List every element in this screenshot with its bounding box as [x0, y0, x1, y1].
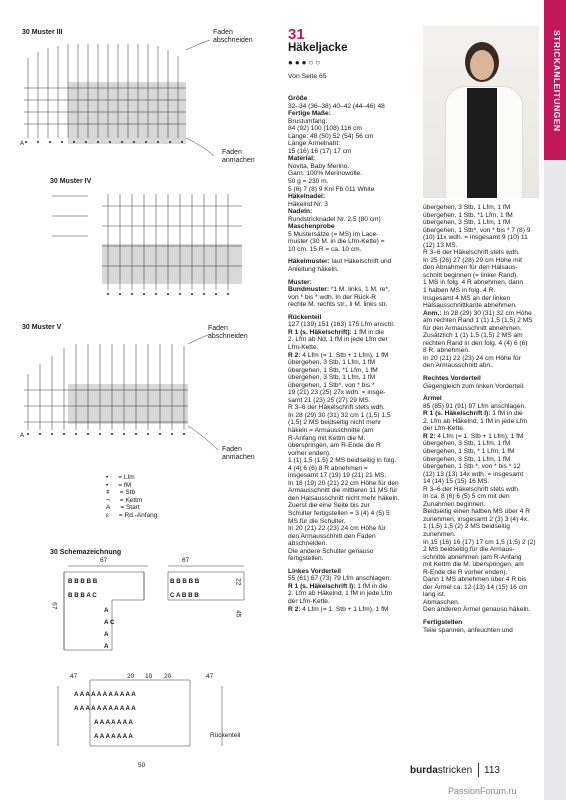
text-line: Brustumfang: [288, 117, 328, 125]
text-line: 4 (4) 6 (6) 8 R abnehmen = [288, 464, 368, 472]
text-line: In 20 (21) 22 (23) 24 cm Höhe für [423, 354, 521, 362]
svg-text:A: A [20, 141, 25, 147]
footer-brand: burdastricken [410, 765, 473, 776]
inline-text: In 28 (29) 30 (31) 32 cm Höhe [441, 309, 532, 317]
inline-text: 1 fM in die [351, 328, 385, 336]
model-photo [423, 26, 539, 198]
svg-text:A A A A A A A: A A A A A A A [94, 733, 133, 740]
inline-text: laut Häkelschrift und [329, 258, 392, 266]
text-line: 50 g = 230 m. [288, 178, 329, 186]
text-line: übergehen, 3 Stb, 1 Lfm, 1 fM [423, 204, 511, 211]
text-line [288, 258, 423, 266]
section-heading: Rückenteil [288, 313, 322, 321]
schema-left-67: 67 [50, 602, 58, 610]
schema-b-20a: 20 [127, 673, 135, 680]
svg-text:A: A [104, 631, 109, 638]
text-line: 1 MS in folg. 4 R abnehmen, dann [423, 279, 524, 287]
text-line: Lfm-Kette. [288, 343, 319, 351]
text-line [288, 352, 423, 360]
text-column-2 [423, 204, 545, 634]
text-line: Insgesamt 4 MS an der linken [423, 294, 511, 302]
text-line: den Halsausschnitt nicht mehr häkeln. [288, 494, 400, 502]
inline-text: 4 Lfm (= 1. Stb + 1 Lfm), 1 fM [435, 432, 524, 440]
text-line: (10) 11x wdh. = insgesamt 9 (10) 11 [423, 234, 528, 242]
text-line: fertigstellen. [288, 555, 324, 563]
text-line: den Abnahmen für den Halsaus- [423, 264, 518, 272]
legend-item: ǂ = Stb [106, 489, 136, 497]
text-line: 19 (21) 23 (25) 27x wdh. = insge- [288, 389, 386, 397]
text-line: Gegengleich zum linken Vorderteil. [423, 382, 525, 390]
legend-item: ε = Rd.-Anfang [106, 511, 158, 519]
section-heading: Häkelnadel: [288, 193, 326, 201]
text-line: Länge: 48 (50) 52 (54) 56 cm [288, 132, 374, 140]
text-line: Zunahmen beginnen. [423, 500, 486, 508]
text-line: übergehen, 1 Stb, *1 Lfm, 1 fM [288, 366, 378, 374]
inline-label: Anm.: [423, 309, 442, 317]
section-heading: Maschenprobe [288, 223, 335, 231]
svg-text:A A A A A A A A A A A: A A A A A A A A A A A [74, 705, 136, 712]
text-line: (1,5) 2 MS beidseitig nicht mehr [288, 419, 382, 427]
text-line: der Lfm-Kette. [288, 598, 330, 605]
text-line: Halsausschnittkante abnehmen. [423, 302, 517, 310]
schema-top-b: 67 [182, 557, 190, 564]
text-line: schnitt beginnen (= linker Rand). [423, 271, 519, 279]
text-line: 10 cm. 15 R = ca. 10 cm. [288, 245, 362, 253]
chart-muster-5 [18, 334, 218, 454]
text-line: In 28 (29) 30 (31) 32 cm 1 (1,5) 1,5 [288, 411, 391, 419]
text-line: 2. Lfm ab Häkelnd, 1 fM in jede Lfm [288, 590, 393, 598]
text-line: für den Armausschnitt abnehmen. [423, 324, 522, 332]
section-heading: Muster: [288, 278, 312, 286]
text-line: 55 (61) 67 (73) 79 Lfm anschlagen. [288, 575, 391, 583]
chart-5-faden-an: Faden anmachen [222, 446, 255, 461]
chart-muster-3-label: 30 Muster III [22, 29, 63, 36]
text-line: Beidseitig einen halben MS über 4 R [423, 508, 531, 516]
text-line: 32–34 (36–38) 40–42 (44–46) 48 [288, 102, 385, 110]
section-heading: Fertige Maße: [288, 110, 331, 118]
text-line: übergehen, 1 Stb, *1 Lfm, 1 fM [423, 211, 513, 219]
pattern-number: 31 [288, 26, 305, 43]
text-line: vorher enden). [288, 449, 331, 457]
text-line: schnitte abnehmen (am R-Anfang [423, 553, 522, 561]
schema-title: 30 Schemazeichnung [50, 549, 122, 556]
text-line [423, 410, 545, 418]
svg-text:B B B B B: B B B B B [170, 578, 200, 585]
text-line: Zuerst die eine Seite bis zur [288, 502, 370, 510]
text-line [423, 310, 545, 318]
text-line: 8 R. abnehmen. [423, 347, 470, 355]
text-line: Abmaschen. [423, 598, 460, 606]
text-line: 2. Lfm ab Häkelnd, 1 fM in jede Lfm [423, 417, 528, 425]
text-column-1 [288, 95, 423, 613]
chart-5-faden-ab: Faden abschneiden [208, 325, 248, 340]
inline-label: R 1 (s. Häkelschrift): [288, 328, 352, 336]
text-line: der Lfm-Kette. [423, 425, 465, 433]
svg-text:A C: A C [104, 619, 115, 626]
text-line: mit Kettm die M. überspringen, am [423, 561, 524, 569]
schema-b-20b: 20 [164, 673, 172, 680]
text-line: In 25 (26) 27 (28) 29 cm Höhe mit [423, 256, 522, 264]
text-line: In 15 (16) 16 (17) 17 cm 1,5 (1,5) 2 (2) [423, 538, 536, 546]
inline-text: 4 Lfm (= 1. Stb + 1 Lfm), 1 fM [300, 351, 389, 359]
text-line: 15 (16) 16 (17) 17 cm [288, 147, 352, 155]
schema-b-10: 10 [145, 673, 153, 680]
inline-label: R 1 (s. Häkelschrift I): [423, 410, 491, 418]
legend-item: • = fM [106, 481, 132, 489]
text-line: übergehen, 3 Stb, 1 Lfm, 1 fM [288, 359, 376, 367]
text-line: abschneiden. [288, 540, 328, 548]
svg-text:B B B B B: B B B B B [68, 578, 98, 585]
text-line: Häkelnd Nr. 3 [288, 200, 328, 208]
text-line: Zusätzlich 1 (1) 1,5 (1,5) 2 MS am [423, 332, 523, 340]
svg-text:A: A [20, 433, 25, 439]
text-line: von * bis * wdh. In der Rück-R [288, 293, 376, 301]
inline-text: 4 Lfm (= 1. Stb + 1 Lfm), 1 fM [300, 605, 389, 613]
page-number: 113 [484, 765, 500, 776]
text-line: häkeln = Armausschnitte (am [288, 426, 374, 434]
text-line: 5 (6) 7 (8) 9 Knl Fb 011 White [288, 185, 375, 193]
chart-muster-5-label: 30 Muster V [22, 324, 62, 331]
section-heading: Material: [288, 155, 316, 163]
text-line [288, 286, 423, 294]
text-line: Dann 1 MS abnehmen über 4 R bis [423, 576, 527, 584]
text-line: 2. Lfm ab Nd, 1 fM in jede Lfm der [288, 336, 388, 344]
svg-text:C A B B B: C A B B B [170, 592, 199, 599]
inline-text: 1 fM in die [355, 582, 388, 590]
watermark: PassionForum.ru [448, 786, 517, 796]
text-line: 1 (1,5) 1,5 (2) 2 MS beidseitig [423, 523, 510, 531]
text-line: Rundstricknadel Nr. 2,5 (80 cm) [288, 215, 381, 223]
text-line: lang ist. [423, 591, 446, 599]
text-line: übergehen, 3 Stb, 1 Lfm, 1 fM [423, 455, 511, 463]
text-line: R 3–6 der Häkelschrift stets wdh. [423, 249, 520, 257]
text-line: 14 (14) 15 (15) 16 MS. [423, 478, 490, 486]
text-line: In 18 (19) 20 (21) 22 cm Höhe für den [288, 479, 399, 487]
text-line: R-Ende die R vorher enden). [423, 568, 508, 576]
schema-b-47b: 47 [206, 673, 214, 680]
chart-muster-3 [18, 38, 218, 173]
schema-bottom-50: 50 [138, 762, 146, 769]
text-line: zunehmen. [423, 530, 456, 538]
inline-label: Bundmuster: [288, 286, 330, 294]
inline-text: *1 M. links, 1 M. re*, [329, 286, 390, 294]
section-heading: Größe [288, 95, 308, 102]
svg-text:A: A [104, 643, 109, 650]
text-line: Schulter fertigstellen = 3 (4) 4 (5) 5 [288, 509, 390, 517]
footer-divider [478, 763, 479, 777]
text-line: Den anderen Ärmel genauso häkeln. [423, 606, 531, 614]
inline-label: Häkelmuster: [288, 258, 330, 266]
inline-label: R 2: [423, 432, 436, 440]
text-line: übergehen, 1 Stb*, von * bis * [288, 381, 375, 389]
text-line: (12) 13 MS. [423, 241, 458, 249]
text-line: rechte M. rechts str., li M. links str. [288, 301, 388, 309]
text-line: R-Anfang mit Kettm die M. [288, 434, 366, 442]
section-heading: Fertigstellen [423, 618, 463, 626]
chart-muster-4 [48, 186, 248, 304]
schema-b-47a: 47 [70, 673, 78, 680]
text-line: übergehen, 3 Stb, 1 Lfm, 1 fM [423, 440, 511, 448]
text-line: muster (30 M. in die Lfm-Kette) = [288, 238, 385, 246]
text-line: 84 (92) 100 (108) 116 cm [288, 125, 362, 133]
text-line: rechten Rand in den folg. 4 (4) 6 (6) [423, 339, 528, 347]
section-heading: Nadeln: [288, 208, 313, 216]
text-line: am rechten Rand 1 (1) 1,5 (1,5) 2 MS [423, 317, 533, 325]
svg-text:A: A [104, 607, 109, 614]
text-line: zunehmen, insgesamt 2 (3) 3 (4) 4x. [423, 515, 529, 523]
text-line [423, 433, 545, 441]
legend-item: ¬ = Kettm [106, 496, 143, 504]
text-line: 127 (139) 151 (163) 175 Lfm anschl. [288, 321, 395, 329]
section-heading: Rechtes Vorderteil [423, 375, 481, 383]
schema-top-a: 67 [100, 557, 108, 564]
text-line: R 3–6 der Häkelschrift stets wdh. [288, 404, 385, 412]
section-heading: Linkes Vorderteil [288, 567, 342, 575]
text-line: übergehen, 1 Stb *, von * bis * 12 [423, 463, 521, 471]
text-line: Novita, Baby Merino. [288, 162, 350, 170]
text-line [288, 606, 423, 614]
text-line: den Armausschnitt abn.. [423, 362, 494, 370]
text-line: Garn: 100% Merinowolle. [288, 170, 363, 178]
section-heading: Ärmel [423, 395, 442, 403]
text-line: 5 Mustersätze (= MS) im Lace- [288, 230, 379, 238]
chart-3-faden-an: Faden anmachen [222, 149, 255, 164]
text-line [288, 329, 423, 337]
symbol-legend [106, 474, 157, 520]
difficulty-dots: ●●●○○ [288, 58, 323, 67]
svg-text:A A A A A A A: A A A A A A A [94, 719, 133, 726]
legend-item: A = Start [106, 504, 140, 512]
text-line: übergehen, 1 Stb*, von * bis * 7 (8) 9 [423, 226, 531, 234]
text-line: 2 MS beidseitig für die Armaus- [423, 546, 515, 554]
text-line: In ca. 8 (6) 6 (5) 5 cm mit den [423, 493, 510, 501]
inline-label: R 2: [288, 351, 301, 359]
text-line: der Ärmel ca. 12 (13) 14 (15) 16 cm [423, 583, 528, 591]
chart-3-faden-ab: Faden abschneiden [213, 29, 253, 44]
schema-side-22: 22 [234, 578, 242, 586]
text-line [288, 583, 423, 591]
from-page: Von Seite 65 [288, 73, 327, 80]
text-line: übergehen, 3 Stb, 1 Lfm, 1 fM [423, 219, 511, 227]
schema-side-45: 45 [234, 610, 242, 618]
text-line: Länge Ärmelnaht: [288, 140, 341, 148]
inline-text: 1 fM in die [490, 410, 523, 418]
svg-text:B B B A C: B B B A C [68, 592, 97, 599]
text-line: samt 21 (23) 25 (27) 29 MS. [288, 396, 371, 404]
pattern-title: Häkeljacke [288, 42, 348, 54]
text-line: übergehen, 1 Stb, * 1 Lfm, 1 fM [423, 447, 515, 455]
chart-muster-4-label: 30 Muster IV [50, 178, 92, 185]
side-tab-label: STRICKANLEITUNGEN [552, 30, 562, 132]
text-line: den Armausschnitt den Faden [288, 532, 376, 540]
text-line: übergehen, 3 Stb, 1 Lfm, 1 fM [288, 374, 376, 382]
text-line: In 20 (21) 22 (23) 24 cm Höhe für [288, 525, 386, 533]
schema-rueckenteil-label: Rückenteil [210, 732, 241, 739]
svg-text:A A A A A A A A A A A: A A A A A A A A A A A [74, 691, 136, 698]
text-line: 1 (1) 1,5 (1,5) 2 MS beidseitig in folg. [288, 457, 397, 465]
text-line: R 3–6 der Häkelschrift stets wdh. [423, 485, 520, 493]
side-tab [544, 0, 566, 800]
text-line: 1 halben MS in folg. 4 R. [423, 287, 496, 295]
text-line: überspringen, am R-Ende die R [288, 442, 381, 450]
text-line: Die andere Schulter genauso [288, 547, 374, 555]
text-line: 85 (85) 91 (91) 97 Lfm anschlagen. [423, 402, 526, 410]
inline-label: R 1 (s. Häkelschrift I): [288, 582, 356, 590]
inline-label: R 2: [288, 605, 301, 613]
text-line: Armausschnitt die mittleren 11 MS für [288, 487, 398, 495]
text-line: Teile spannen, anfeuchten und [423, 626, 513, 634]
text-line: Anleitung häkeln. [288, 266, 339, 274]
text-line: (12) 13 (13) 14x wdh. = insgesamt [423, 470, 524, 478]
legend-item: • = Lfm [106, 474, 135, 481]
text-line: MS für die Schulter. [288, 517, 346, 525]
text-line: insgesamt 17 (19) 19 (21) 21 MS. [288, 472, 387, 480]
